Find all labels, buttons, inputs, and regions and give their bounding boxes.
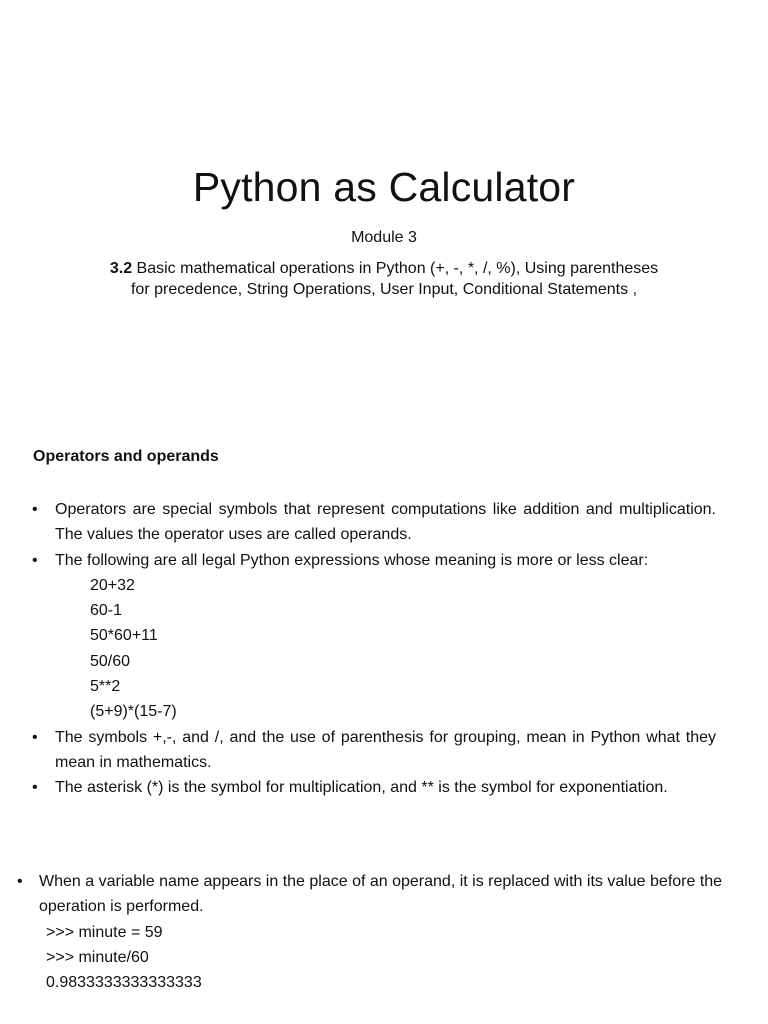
page-title: Python as Calculator — [192, 164, 576, 210]
repl-example — [39, 920, 752, 996]
repl-output: 0.9833333333333333 — [46, 974, 202, 992]
bullet-text: The following are all legal Python expressions whose meaning is more or less clear: — [55, 551, 649, 569]
bullet-text: When a variable name appears in the place of an operand, it is replaced with its value before the operation is performed. — [39, 873, 723, 916]
bullet-asterisk — [30, 775, 716, 800]
expression-list — [55, 573, 716, 725]
subtitle-number: 3.2 — [109, 260, 133, 277]
operators-bullet-list — [30, 497, 716, 801]
bullet-text: The symbols +,-, and /, and the use of parenthesis for grouping, mean in Python what they mean in mathematics. — [55, 728, 716, 771]
module-label: Module 3 — [351, 229, 417, 246]
repl-line: >>> minute = 59 — [46, 923, 163, 941]
bullet-text: The asterisk (*) is the symbol for multiplication, and ** is the symbol for exponentiation. — [55, 779, 668, 797]
expression-item: 60-1 — [90, 602, 123, 620]
bullet-operators-definition — [30, 497, 716, 548]
expression-item: 50*60+11 — [90, 627, 158, 645]
expression-item: (5+9)*(15-7) — [90, 703, 177, 721]
bullet-symbols-meaning — [30, 725, 716, 776]
subtitle-text: Basic mathematical operations in Python (+, -, *, /, %), Using parentheses for precedence, String Operations, User Input, Conditional Statements , — [130, 260, 659, 298]
expression-item: 50/60 — [90, 652, 131, 670]
expression-item: 20+32 — [90, 576, 135, 594]
bullet-legal-expressions — [30, 548, 716, 725]
bullet-variable-substitution — [15, 869, 752, 995]
section-heading: Operators and operands — [33, 448, 219, 465]
repl-line: >>> minute/60 — [46, 948, 149, 966]
bullet-text: Operators are special symbols that represent computations like addition and multiplication. The values the operator uses are called operands. — [55, 501, 716, 544]
subtitle — [100, 258, 668, 300]
variables-bullet-list — [15, 869, 752, 995]
expression-item: 5**2 — [90, 678, 121, 696]
